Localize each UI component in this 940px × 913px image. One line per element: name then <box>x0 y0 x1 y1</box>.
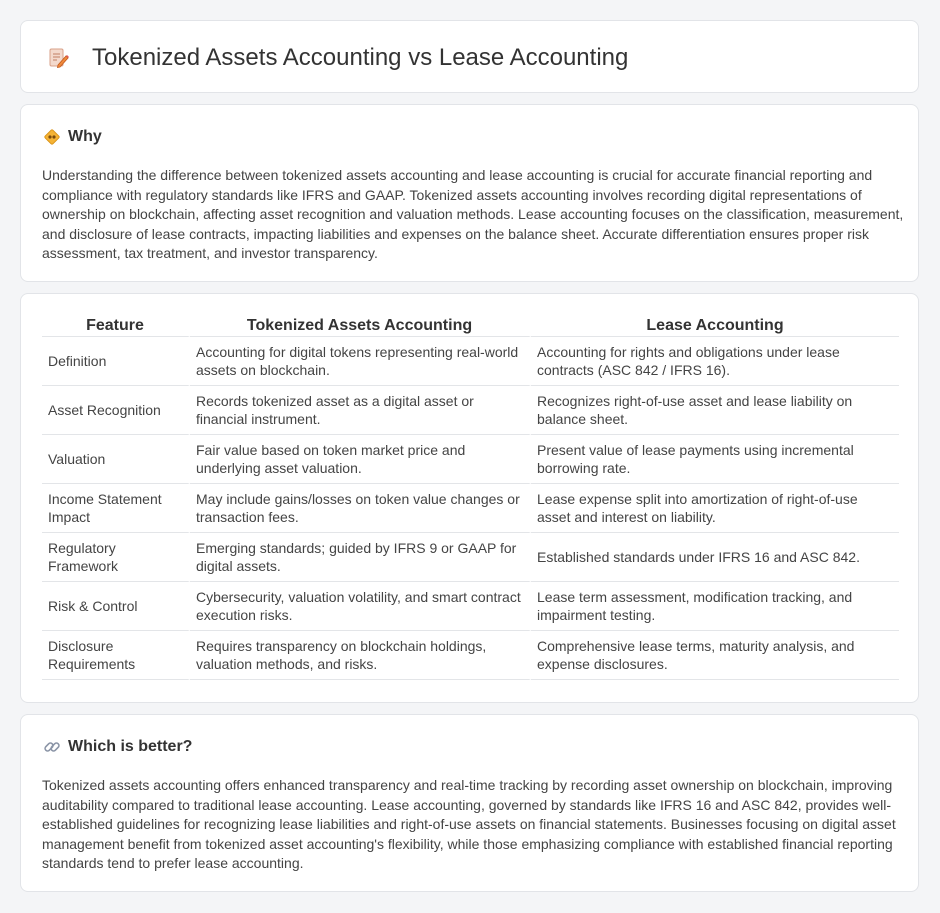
header-feature: Feature <box>42 316 190 337</box>
tokenized-cell: May include gains/losses on token value changes or transaction fees. <box>190 484 531 533</box>
tokenized-cell: Requires transparency on blockchain holdings, valuation methods, and risks. <box>190 631 531 680</box>
why-section <box>20 104 919 282</box>
better-heading <box>43 737 192 757</box>
feature-cell: Disclosure Requirements <box>42 631 190 680</box>
table-row <box>42 582 899 631</box>
lease-cell: Comprehensive lease terms, maturity analysis, and expense disclosures. <box>531 631 899 680</box>
feature-cell: Income Statement Impact <box>42 484 190 533</box>
table-row <box>42 533 899 582</box>
lease-cell: Recognizes right-of-use asset and lease liability on balance sheet. <box>531 386 899 435</box>
lease-cell: Present value of lease payments using incremental borrowing rate. <box>531 435 899 484</box>
table-row <box>42 631 899 680</box>
link-icon <box>43 738 61 756</box>
lease-cell: Established standards under IFRS 16 and ASC 842. <box>531 533 899 582</box>
tokenized-cell: Accounting for digital tokens representing real-world assets on blockchain. <box>190 337 531 386</box>
header-lease: Lease Accounting <box>531 316 899 337</box>
better-body: Tokenized assets accounting offers enhanced transparency and real-time tracking by recording asset ownership on blockchain, improving auditability compared to traditional lease accounting. Lease accounting, governed by standards like IFRS 16 and ASC 842, provides well-established guidelines for recognizing lease liabilities and right-of-use assets on financial statements. Businesses focusing on digital asset management benefit from tokenized asset accounting's flexibility, while those emphasizing compliance with established financial reporting standards tend to prefer lease accounting. <box>42 777 896 871</box>
document-pencil-icon <box>47 47 69 69</box>
tokenized-cell: Cybersecurity, valuation volatility, and smart contract execution risks. <box>190 582 531 631</box>
why-heading <box>43 127 102 147</box>
comparison-table-card <box>20 293 919 703</box>
lease-cell: Lease term assessment, modification tracking, and impairment testing. <box>531 582 899 631</box>
header-tokenized: Tokenized Assets Accounting <box>190 316 531 337</box>
feature-cell: Valuation <box>42 435 190 484</box>
feature-cell: Regulatory Framework <box>42 533 190 582</box>
why-title: Why <box>68 128 102 145</box>
title-card <box>20 20 919 93</box>
lease-cell: Accounting for rights and obligations under lease contracts (ASC 842 / IFRS 16). <box>531 337 899 386</box>
lease-cell: Lease expense split into amortization of right-of-use asset and interest on liability. <box>531 484 899 533</box>
tokenized-cell: Emerging standards; guided by IFRS 9 or GAAP for digital assets. <box>190 533 531 582</box>
feature-cell: Definition <box>42 337 190 386</box>
diamond-sign-icon <box>43 128 61 146</box>
page-title: Tokenized Assets Accounting vs Lease Accounting <box>92 44 629 71</box>
table-row <box>42 386 899 435</box>
tokenized-cell: Records tokenized asset as a digital asset or financial instrument. <box>190 386 531 435</box>
table-row <box>42 337 899 386</box>
why-body: Understanding the difference between tokenized assets accounting and lease accounting is crucial for accurate financial reporting and compliance with regulatory standards like IFRS and GAAP. Tokenized assets accounting involves recording digital representations of ownership on blockchain, affecting asset recognition and valuation methods. Lease accounting focuses on the classification, measurement, and disclosure of lease contracts, impacting liabilities and expenses on the balance sheet. Accurate differentiation ensures proper risk assessment, tax treatment, and investor transparency. <box>42 167 904 261</box>
tokenized-cell: Fair value based on token market price and underlying asset valuation. <box>190 435 531 484</box>
better-title: Which is better? <box>68 738 193 755</box>
table-row <box>42 484 899 533</box>
feature-cell: Risk & Control <box>42 582 190 631</box>
which-is-better-section <box>20 714 919 892</box>
feature-cell: Asset Recognition <box>42 386 190 435</box>
table-row <box>42 435 899 484</box>
comparison-table <box>42 316 899 680</box>
table-header-row <box>42 316 899 337</box>
